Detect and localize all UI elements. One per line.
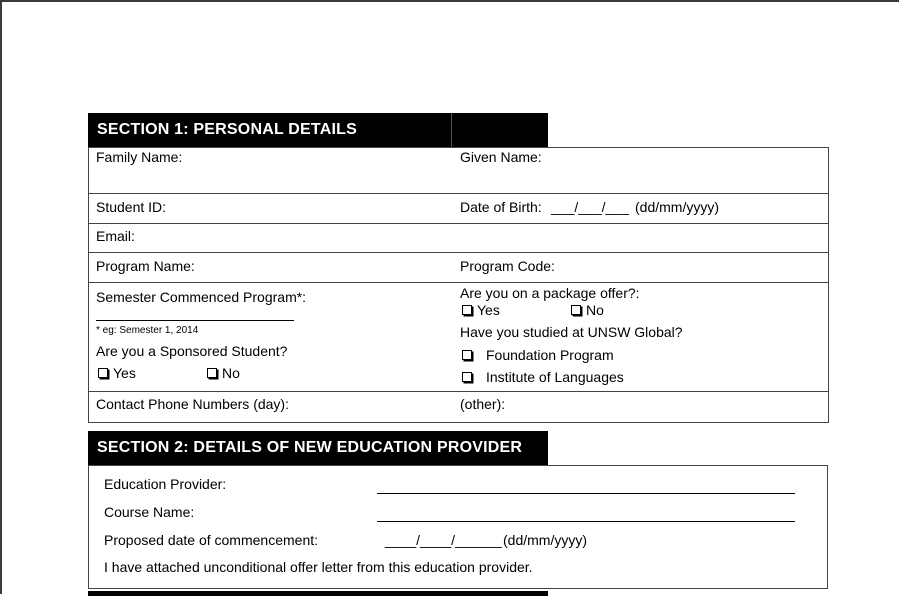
- checkbox-icon[interactable]: [462, 350, 472, 360]
- checkbox-icon[interactable]: [462, 305, 472, 315]
- provider-underline[interactable]: [377, 493, 795, 494]
- given-name-label: Given Name:: [460, 149, 542, 165]
- section1-title: SECTION 1: PERSONAL DETAILS: [97, 121, 357, 138]
- section1-header: [88, 113, 548, 147]
- foundation-label: Foundation Program: [486, 347, 614, 363]
- package-question: Are you on a package offer?:: [460, 285, 640, 301]
- section1-form: [88, 147, 829, 423]
- semester-label: Semester Commenced Program*:: [96, 289, 307, 305]
- section2-header: [88, 431, 548, 465]
- student-id-label: Student ID:: [96, 199, 167, 215]
- institute-option[interactable]: [462, 369, 624, 385]
- foundation-option[interactable]: [462, 347, 614, 363]
- dob-label: Date of Birth:: [460, 199, 542, 215]
- dob-format: (dd/mm/yyyy): [635, 199, 719, 215]
- row-divider: [89, 223, 828, 224]
- commencement-blank[interactable]: ____/____/______: [385, 532, 502, 548]
- checkbox-icon[interactable]: [207, 368, 217, 378]
- provider-label: Education Provider:: [104, 476, 227, 492]
- checkbox-icon[interactable]: [98, 368, 108, 378]
- package-yes-option[interactable]: [462, 302, 500, 318]
- commencement-format: (dd/mm/yyyy): [503, 532, 587, 548]
- studied-question: Have you studied at UNSW Global?: [460, 324, 683, 340]
- contact-other-label: (other):: [460, 396, 506, 412]
- sponsored-yes-label: Yes: [113, 365, 136, 381]
- row-divider: [89, 391, 828, 392]
- section1-header-divider: [451, 113, 452, 147]
- sponsored-no-option[interactable]: [207, 365, 240, 381]
- package-no-label: No: [586, 302, 604, 318]
- row-divider: [89, 193, 828, 194]
- dob-blank[interactable]: ___/___/___: [551, 199, 629, 215]
- row-divider: [89, 282, 828, 283]
- section3-header-edge: [88, 591, 548, 596]
- program-code-label: Program Code:: [460, 258, 555, 274]
- checkbox-icon[interactable]: [462, 372, 472, 382]
- commencement-label: Proposed date of commencement:: [104, 532, 319, 548]
- sponsored-no-label: No: [222, 365, 240, 381]
- email-label: Email:: [96, 228, 135, 244]
- semester-example: * eg: Semester 1, 2014: [96, 325, 199, 336]
- institute-label: Institute of Languages: [486, 369, 624, 385]
- row-divider: [89, 252, 828, 253]
- program-name-label: Program Name:: [96, 258, 195, 274]
- section2-title: SECTION 2: DETAILS OF NEW EDUCATION PROVIDER: [97, 439, 523, 456]
- course-underline[interactable]: [377, 521, 795, 522]
- sponsored-question: Are you a Sponsored Student?: [96, 343, 288, 359]
- package-yes-label: Yes: [477, 302, 500, 318]
- contact-day-label: Contact Phone Numbers (day):: [96, 396, 289, 412]
- checkbox-icon[interactable]: [571, 305, 581, 315]
- semester-underline[interactable]: [96, 320, 294, 321]
- course-label: Course Name:: [104, 504, 195, 520]
- sponsored-yes-option[interactable]: [98, 365, 136, 381]
- section2-form: [88, 465, 828, 589]
- attached-statement: I have attached unconditional offer letter from this education provider.: [104, 559, 533, 575]
- package-no-option[interactable]: [571, 302, 604, 318]
- family-name-label: Family Name:: [96, 149, 183, 165]
